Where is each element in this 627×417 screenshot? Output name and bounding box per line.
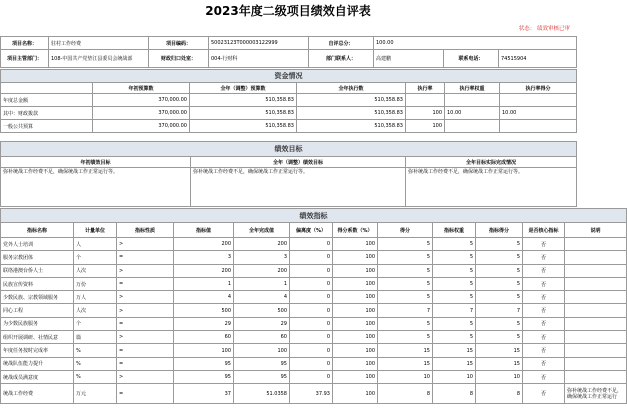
- indicator-unit: 个: [74, 251, 117, 264]
- indicator-op: =: [117, 317, 174, 330]
- indicator-name: 统战队伍能力提升: [1, 357, 74, 370]
- contact-value: 高建鹏: [374, 50, 444, 68]
- indicator-done: 200: [234, 264, 290, 277]
- indicator-coef: 100: [333, 304, 378, 317]
- indicator-weight: 5: [433, 251, 476, 264]
- indicator-weight: 5: [433, 277, 476, 290]
- funds-row-label: 年度总金额: [1, 94, 93, 107]
- indicator-got: 5: [476, 251, 523, 264]
- indicator-op: =: [117, 357, 174, 370]
- indicator-note: [565, 291, 627, 304]
- project-code-label: 项目编码：: [149, 37, 209, 50]
- funds-budget: 370,000.00: [93, 120, 190, 133]
- indicator-unit: %: [74, 370, 117, 383]
- indicator-name: 同心工程: [1, 304, 74, 317]
- indicator-dev: 0: [290, 291, 333, 304]
- finance-label: 财政归口处室：: [149, 50, 209, 68]
- goals-section-title: 绩效目标: [1, 142, 577, 157]
- funds-section-title: 资金情况: [1, 70, 577, 83]
- indicators-section-title: 绩效指标: [1, 209, 627, 223]
- indicator-weight: 5: [433, 331, 476, 344]
- indicator-score: 5: [378, 238, 433, 251]
- indicator-done: 4: [234, 291, 290, 304]
- funds-budget: 370,000.00: [93, 94, 190, 107]
- indicator-score: 7: [378, 304, 433, 317]
- indicator-weight: 10: [433, 370, 476, 383]
- indicator-dev: 0: [290, 317, 333, 330]
- indicator-weight: 5: [433, 291, 476, 304]
- indicator-note: [565, 370, 627, 383]
- indicator-weight: 8: [433, 384, 476, 404]
- indicator-note: [565, 238, 627, 251]
- indicator-name: 少数民族、宗教领域服务: [1, 291, 74, 304]
- indicator-score: 8: [378, 384, 433, 404]
- indicator-done: 51.0358: [234, 384, 290, 404]
- indicator-target: 100: [174, 344, 234, 357]
- ind-header: 指标值: [174, 223, 234, 238]
- indicator-core: 否: [523, 291, 565, 304]
- indicator-op: >: [117, 304, 174, 317]
- indicator-weight: 15: [433, 357, 476, 370]
- indicator-got: 5: [476, 238, 523, 251]
- indicator-got: 8: [476, 384, 523, 404]
- funds-adjusted: 510,358.83: [190, 94, 297, 107]
- project-code: 50023123T000003122999: [209, 37, 309, 50]
- ind-header: 得分系数（%）: [333, 223, 378, 238]
- indicator-row: [1, 357, 627, 370]
- indicator-op: >: [117, 238, 174, 251]
- funds-row: [1, 107, 577, 120]
- indicator-name: 年度任务按时完成率: [1, 344, 74, 357]
- indicator-unit: 人次: [74, 304, 117, 317]
- project-name: 驻村工作经费: [49, 37, 149, 50]
- indicator-unit: 篇: [74, 331, 117, 344]
- indicator-got: 5: [476, 277, 523, 290]
- indicator-weight: 5: [433, 317, 476, 330]
- funds-score: 10.00: [500, 107, 577, 120]
- indicator-target: 29: [174, 317, 234, 330]
- funds-header: 执行率: [406, 83, 445, 94]
- actual-goal: 弥补统战工作经费不足，确保统战工作正常运行等。: [406, 168, 577, 207]
- funds-rate: 100: [406, 107, 445, 120]
- indicator-core: 否: [523, 277, 565, 290]
- indicator-name: 联络港澳台侨人士: [1, 264, 74, 277]
- indicator-score: 5: [378, 291, 433, 304]
- funds-row: [1, 94, 577, 107]
- indicator-op: =: [117, 251, 174, 264]
- indicator-name: 为少数民族服务: [1, 317, 74, 330]
- indicator-weight: 15: [433, 344, 476, 357]
- funds-header: 执行率得分: [500, 83, 577, 94]
- goals-header: 全年（调整）绩效目标: [191, 157, 406, 168]
- funds-header: 全年执行数: [297, 83, 406, 94]
- indicator-score: 5: [378, 251, 433, 264]
- basic-info-table: [0, 36, 577, 68]
- indicator-coef: 100: [333, 344, 378, 357]
- indicator-got: 5: [476, 264, 523, 277]
- indicator-note: [565, 331, 627, 344]
- indicator-core: 否: [523, 331, 565, 344]
- indicator-score: 5: [378, 331, 433, 344]
- status-text: 状态： 绩效审核已审: [518, 26, 570, 32]
- indicator-op: =: [117, 344, 174, 357]
- indicator-done: 29: [234, 317, 290, 330]
- indicator-note: [565, 344, 627, 357]
- indicator-target: 200: [174, 238, 234, 251]
- indicator-weight: 7: [433, 304, 476, 317]
- indicator-core: 否: [523, 251, 565, 264]
- indicator-score: 15: [378, 344, 433, 357]
- ind-header: 得分: [378, 223, 433, 238]
- indicator-unit: 万人: [74, 291, 117, 304]
- funds-rate: 100: [406, 120, 445, 133]
- indicator-name: 统战成员满意度: [1, 370, 74, 383]
- indicator-unit: 人次: [74, 264, 117, 277]
- indicators-table: [0, 208, 627, 404]
- funds-header: 年初预算数: [93, 83, 190, 94]
- indicator-got: 10: [476, 370, 523, 383]
- funds-row: [1, 120, 577, 133]
- indicator-done: 95: [234, 357, 290, 370]
- indicator-row: [1, 304, 627, 317]
- indicator-score: 5: [378, 317, 433, 330]
- indicator-name: 组织开展调研、社情民意: [1, 331, 74, 344]
- indicator-name: 党外人士培训: [1, 238, 74, 251]
- indicator-dev: 0: [290, 344, 333, 357]
- funds-executed: 510,358.83: [297, 94, 406, 107]
- total-score: 100.00: [374, 37, 577, 50]
- indicator-score: 10: [378, 370, 433, 383]
- finance-value: 004-行财科: [209, 50, 309, 68]
- indicator-note: 弥补统战工作经费不足，确保统战工作正常运行: [565, 384, 627, 404]
- phone-value: 74515904: [499, 50, 577, 68]
- indicator-row: [1, 277, 627, 290]
- funds-header: 全年（调整）预算数: [190, 83, 297, 94]
- ind-header: 说明: [565, 223, 627, 238]
- indicator-coef: 100: [333, 357, 378, 370]
- indicator-coef: 100: [333, 277, 378, 290]
- indicator-coef: 100: [333, 384, 378, 404]
- indicator-target: 4: [174, 291, 234, 304]
- indicator-row: [1, 238, 627, 251]
- indicator-got: 15: [476, 344, 523, 357]
- indicator-note: [565, 357, 627, 370]
- indicator-core: 否: [523, 384, 565, 404]
- indicator-unit: 人: [74, 238, 117, 251]
- indicator-weight: 5: [433, 238, 476, 251]
- funds-adjusted: 510,358.83: [190, 120, 297, 133]
- indicator-done: 100: [234, 344, 290, 357]
- funds-weight: [445, 94, 500, 107]
- indicator-row: [1, 251, 627, 264]
- funds-adjusted: 510,358.83: [190, 107, 297, 120]
- indicator-done: 1: [234, 277, 290, 290]
- indicator-score: 5: [378, 277, 433, 290]
- indicator-unit: 万份: [74, 277, 117, 290]
- indicator-dev: 0: [290, 331, 333, 344]
- indicator-done: 95: [234, 370, 290, 383]
- indicator-name: 服务宗教团体: [1, 251, 74, 264]
- indicator-note: [565, 304, 627, 317]
- indicator-note: [565, 277, 627, 290]
- indicator-unit: %: [74, 344, 117, 357]
- funds-row-label: 一般公共预算: [1, 120, 93, 133]
- funds-score: [500, 94, 577, 107]
- indicator-coef: 100: [333, 317, 378, 330]
- initial-goal: 弥补统战工作经费不足，确保统战工作正常运行等。: [1, 168, 191, 207]
- indicator-done: 500: [234, 304, 290, 317]
- indicator-note: [565, 264, 627, 277]
- goals-header: 全年目标实际完成情况: [406, 157, 577, 168]
- indicator-op: =: [117, 277, 174, 290]
- indicator-op: >: [117, 370, 174, 383]
- funds-weight: 10.00: [445, 107, 500, 120]
- indicator-row: [1, 370, 627, 383]
- dept-label: 项目主管部门：: [1, 50, 49, 68]
- indicator-coef: 100: [333, 238, 378, 251]
- indicator-name: 民族宣传资料: [1, 277, 74, 290]
- indicator-done: 60: [234, 331, 290, 344]
- project-name-label: 项目名称：: [1, 37, 49, 50]
- indicator-unit: 万元: [74, 384, 117, 404]
- indicator-core: 否: [523, 304, 565, 317]
- indicator-target: 60: [174, 331, 234, 344]
- indicator-dev: 0: [290, 357, 333, 370]
- ind-header: 是否核心指标: [523, 223, 565, 238]
- dept-value: 108-中国共产党垫江县委员会统战部: [49, 50, 149, 68]
- indicator-weight: 5: [433, 264, 476, 277]
- indicator-dev: 37.93: [290, 384, 333, 404]
- indicator-note: [565, 317, 627, 330]
- indicator-op: >: [117, 264, 174, 277]
- indicator-op: >: [117, 291, 174, 304]
- ind-header: 指标性质: [117, 223, 174, 238]
- ind-header: 指标得分: [476, 223, 523, 238]
- indicator-note: [565, 251, 627, 264]
- indicator-core: 否: [523, 238, 565, 251]
- indicator-got: 5: [476, 317, 523, 330]
- indicator-name: 统战工作经费: [1, 384, 74, 404]
- indicator-dev: 0: [290, 370, 333, 383]
- page-title: 2023年度二级项目绩效自评表: [205, 4, 371, 18]
- ind-header: 计量单位: [74, 223, 117, 238]
- indicator-target: 3: [174, 251, 234, 264]
- indicator-op: >: [117, 331, 174, 344]
- ind-header: 指标名称: [1, 223, 74, 238]
- indicator-row: [1, 331, 627, 344]
- indicator-unit: 个: [74, 317, 117, 330]
- indicator-coef: 100: [333, 291, 378, 304]
- indicator-target: 500: [174, 304, 234, 317]
- indicator-dev: 0: [290, 304, 333, 317]
- indicator-core: 否: [523, 317, 565, 330]
- indicator-unit: %: [74, 357, 117, 370]
- indicator-row: [1, 344, 627, 357]
- ind-header: 全年完成值: [234, 223, 290, 238]
- funds-weight: [445, 120, 500, 133]
- ind-header: 指标权重: [433, 223, 476, 238]
- indicator-target: 95: [174, 357, 234, 370]
- indicator-score: 15: [378, 357, 433, 370]
- indicator-coef: 100: [333, 264, 378, 277]
- indicator-row: [1, 264, 627, 277]
- indicator-op: =: [117, 384, 174, 404]
- score-label: 自评总分：: [309, 37, 374, 50]
- funds-rate: [406, 94, 445, 107]
- funds-executed: 510,358.83: [297, 107, 406, 120]
- indicator-core: 否: [523, 344, 565, 357]
- funds-budget: 370,000.00: [93, 107, 190, 120]
- indicator-got: 5: [476, 331, 523, 344]
- ind-header: 偏离度（%）: [290, 223, 333, 238]
- indicator-got: 5: [476, 291, 523, 304]
- indicator-got: 7: [476, 304, 523, 317]
- contact-label: 部门联系人：: [309, 50, 374, 68]
- indicator-target: 1: [174, 277, 234, 290]
- indicator-coef: 100: [333, 370, 378, 383]
- indicator-dev: 0: [290, 277, 333, 290]
- indicator-coef: 100: [333, 251, 378, 264]
- funds-table: [0, 69, 577, 133]
- indicator-target: 95: [174, 370, 234, 383]
- funds-row-label: 其中：财政拨款: [1, 107, 93, 120]
- funds-score: [500, 120, 577, 133]
- indicator-target: 37: [174, 384, 234, 404]
- indicator-core: 否: [523, 264, 565, 277]
- indicator-core: 否: [523, 370, 565, 383]
- goals-table: [0, 141, 577, 207]
- indicator-row: [1, 317, 627, 330]
- indicator-row: [1, 384, 627, 404]
- indicator-got: 15: [476, 357, 523, 370]
- funds-header: 执行率权重: [445, 83, 500, 94]
- indicator-dev: 0: [290, 238, 333, 251]
- indicator-done: 200: [234, 238, 290, 251]
- indicator-core: 否: [523, 357, 565, 370]
- indicator-dev: 0: [290, 264, 333, 277]
- indicator-dev: 0: [290, 251, 333, 264]
- indicator-score: 5: [378, 264, 433, 277]
- indicator-coef: 100: [333, 331, 378, 344]
- goals-header: 年初绩效目标: [1, 157, 191, 168]
- phone-label: 联系电话：: [444, 50, 499, 68]
- adjusted-goal: 弥补统战工作经费不足，确保统战工作正常运行等。: [191, 168, 406, 207]
- indicator-done: 3: [234, 251, 290, 264]
- funds-executed: 510,358.83: [297, 120, 406, 133]
- indicator-target: 200: [174, 264, 234, 277]
- indicator-row: [1, 291, 627, 304]
